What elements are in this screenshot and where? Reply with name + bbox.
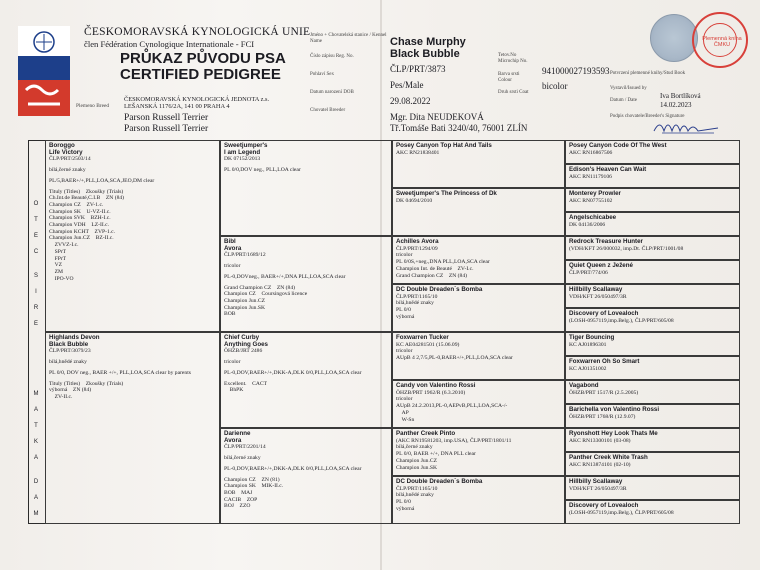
ancestor-detail: AKC RN21838401 [396, 149, 440, 156]
great-grandparent-cell [392, 140, 565, 188]
ancestor-name: Barichella von Valentino Rossi [569, 406, 660, 413]
ancestor-name: Vagabond [569, 382, 599, 389]
ancestor-name: Sweetjumper's [224, 142, 268, 149]
ancestor-name: Bibl [224, 238, 236, 245]
ancestor-detail: bílá,černé znaky [396, 444, 433, 451]
ancestor-name: Monterey Prowler [569, 190, 621, 197]
ancestor-detail: PL-0,DOV,BAER+/+,DKK-A,DLK 0/0,PLL,LOA,SCA clear [224, 369, 362, 376]
ancestor-detail: ČLP/PRT/774/06 [569, 269, 608, 276]
ancestor-detail: tricolor [396, 252, 413, 259]
ancestor-detail: AKC RN07755102 [569, 197, 613, 204]
grandparent-cell [220, 140, 392, 236]
ancestor-detail: VDH/KFT 26/050497/3R [569, 485, 627, 492]
ancestor-detail: Champion Jun.SK [224, 304, 266, 311]
ancestor-name: Tiger Bouncing [569, 334, 615, 341]
ancestor-detail: (AKC RN19581203, imp.USA), ČLP/PRT/1801/11 [396, 437, 512, 444]
ancestor-detail: bílá,černé znaky [224, 455, 261, 462]
ancestor-detail: bílá,hnědé znaky [49, 359, 87, 366]
ancestor-detail: tricolor [396, 348, 413, 355]
ancestor-detail: ČLP/PRT/1165/10 [396, 485, 438, 492]
gg-grandparent-cell [565, 212, 740, 236]
grandparent-cell [220, 332, 392, 428]
ancestor-detail: Champion Int. de Beauté ZV-I.c. [396, 265, 474, 272]
ancestor-detail: Black Bubble [49, 340, 89, 348]
gg-grandparent-cell [565, 428, 740, 452]
ancestor-detail: bílá,hnědé znaky [396, 492, 434, 499]
ancestor-name: Candy von Valentino Rossi [396, 382, 476, 389]
dam-cell [45, 332, 220, 524]
ancestor-name: Foxwarren Tucker [396, 334, 449, 341]
ancestor-detail: tricolor [224, 263, 241, 270]
ancestor-detail: Champion Jun.CZ [224, 297, 266, 304]
ancestor-detail: ČLP/PRT/1689/12 [224, 252, 266, 259]
ancestor-detail: IPO-VO [49, 275, 74, 282]
grandparent-cell [220, 236, 392, 332]
ancestor-detail: ZM [49, 268, 63, 275]
great-grandparent-cell [392, 332, 565, 380]
name-label: Jméno + Chovatelská stanice / Kennel Name [310, 33, 387, 44]
title-en: CERTIFIED PEDIGREE [120, 66, 281, 83]
ancestor-detail: AUpB 4 2,7/5,PL-0,BAER+/+,PLL,LOA,SCA clear [396, 355, 513, 362]
ancestor-detail: AKC RN11179106 [569, 173, 612, 180]
breed-en: Parson Russell Terrier [124, 124, 209, 134]
ancestor-detail: ZVVZ-I.c. [49, 242, 79, 249]
ancestor-detail: AUpB 24.2.2013,PL-0,AEPvB,PLL,LOA,SCA-/- [396, 403, 508, 410]
ancestor-name: Quiet Queen z Ježené [569, 262, 633, 269]
ancestor-name: Discovery of Lovealoch [569, 310, 639, 317]
ancestor-detail: Ch.Int.de Beauté,C.I.B ZN (84) [49, 195, 125, 202]
ancestor-detail: ČLP/PRT/2503/14 [49, 156, 91, 163]
ancestor-detail: SPrT [49, 248, 67, 255]
ancestor-detail: BhPK [224, 387, 244, 394]
ancestor-detail: výborná [396, 505, 415, 512]
ancestor-detail: AKC RN13874101 (02-10) [569, 461, 631, 468]
ancestor-detail: Life Victory [49, 148, 83, 156]
great-grandparent-cell [392, 380, 565, 428]
ancestor-detail: KC AJ01896301 [569, 341, 607, 348]
ancestor-detail: tricolor [396, 396, 413, 403]
ancestor-detail: Champion CZ ZV-1.c. [49, 201, 104, 208]
title-cz: PRŮKAZ PŮVODU PSA [120, 50, 286, 67]
ancestor-detail: (VDH/KFT 26/000032, imp.Dt. ČLP/PRT/1001/08 [569, 245, 684, 252]
issued-by: Iva Bortlíková [660, 92, 701, 100]
sex-label: Pohlaví Sex [310, 72, 335, 77]
sire-side-label: O T E C S I R E [33, 201, 39, 327]
ancestor-detail: Anything Goes [224, 340, 269, 348]
issue-date: 14.02.2023 [660, 101, 692, 109]
dob-label: Datum narození DOB [310, 90, 354, 95]
ancestor-detail: PL 0/0, BAER +/+, DNA PLL clear [396, 451, 476, 458]
colour-label: Barva srsti Colour [498, 72, 520, 83]
hologram-stamp-icon [650, 14, 698, 62]
ancestor-detail: I am Legend [224, 148, 261, 156]
ancestor-detail: ČLP/PRT/1294/09 [396, 245, 438, 252]
ancestor-detail: Champion CZ Coursingová licence [224, 291, 308, 298]
ancestor-detail: AP [396, 409, 409, 416]
breeder-address: Tř.Tomáše Bati 3240/40, 76001 ZLÍN [390, 123, 528, 133]
ancestor-detail: PL-0,DOV,BAER+/+,DKK-A,DLK 0/0,PLL,LOA,SCA clear [224, 465, 362, 472]
cmku-logo-icon [18, 26, 70, 116]
ancestor-name: Discovery of Lovealoch [569, 502, 639, 509]
gg-grandparent-cell [565, 476, 740, 500]
fci-membership: člen Fédération Cynologique Internationale - FCI [84, 39, 255, 49]
ancestor-detail: Avora [224, 244, 242, 252]
ancestor-detail: Champion Jun.CZ BZ-II.c. [49, 235, 114, 242]
gg-grandparent-cell [565, 332, 740, 356]
ancestor-detail: PL 0/0, DOV neg., BAER +/+, PLL,LOA,SCA clear by parents [49, 369, 191, 376]
ancestor-detail: Champion SK U-VZ-II.c. [49, 208, 111, 215]
ancestor-detail: výborná [396, 313, 415, 320]
signature-icon [652, 117, 722, 135]
great-grandparent-cell [392, 284, 565, 332]
grandparent-cell [220, 428, 392, 524]
jednota-address: LEŠANSKÁ 1176/2A, 141 00 PRAHA 4 [124, 103, 230, 110]
ancestor-detail: ÖHZB/JRT 2486 [224, 348, 263, 355]
ancestor-detail: FPrT [49, 255, 67, 262]
ancestor-detail: Champion VDH LZ-II.c. [49, 222, 110, 229]
ancestor-detail: DK 04136/2006 [569, 221, 606, 228]
ancestor-detail: Champion KCHT ZVP-1.c. [49, 228, 116, 235]
ancestor-detail: Avora [224, 436, 242, 444]
ancestor-detail: Champion CZ ZN (81) [224, 476, 280, 483]
dob: 29.08.2022 [390, 96, 431, 106]
ancestor-detail: PL 0/0 [396, 307, 411, 314]
reg-no: ČLP/PRT/3873 [390, 64, 446, 74]
ancestor-detail: ÖHZB/PRT 1962/R (6.3.2010) [396, 389, 466, 396]
gg-grandparent-cell [565, 284, 740, 308]
ancestor-detail: KC AE04281501 (15.06.09) [396, 341, 460, 348]
issued-label: Vystavil/Issued by [610, 86, 647, 91]
gg-grandparent-cell [565, 140, 740, 164]
ancestor-detail: Champion SVK BZH-I.c. [49, 215, 111, 222]
ancestor-detail: VZ [49, 262, 63, 269]
ancestor-detail: Tituly (Titles) Zkoušky (Trials) [49, 380, 124, 387]
sex: Pes/Male [390, 80, 424, 90]
ancestor-detail: BOB MAJ [224, 489, 253, 496]
ancestor-detail: PL 0/0S,+neg.,DNA PLL,LOA,SCA clear [396, 259, 490, 266]
date-label: Datum / Date [610, 98, 637, 103]
ancestor-detail: BOB [224, 311, 236, 318]
ancestor-detail: AKC RN16867506 [569, 149, 613, 156]
microchip: 941000027193593 [542, 66, 610, 76]
colour: bicolor [542, 81, 568, 91]
breeder-label: Chovatel Breeder [310, 108, 346, 113]
ancestor-detail: CACIB ZOP [224, 496, 258, 503]
ancestor-name: Foxwarren Oh So Smart [569, 358, 640, 365]
ancestor-detail: (LOSH-0957119,imp.Belg.), ČLP/PRT/605/08 [569, 317, 674, 324]
ancestor-detail: PL 0/0,DOV neg., PLL,LOA clear [224, 167, 301, 174]
gg-grandparent-cell [565, 236, 740, 260]
great-grandparent-cell [392, 476, 565, 524]
ancestor-detail: tricolor [224, 359, 241, 366]
breed-cz: Parson Russell Terrier [124, 113, 209, 123]
ancestor-name: Posey Canyon Code Of The West [569, 142, 667, 149]
ancestor-detail: (LOSH-0957119,imp.Belg.), ČLP/PRT/605/08 [569, 509, 674, 516]
ancestor-name: Sweetjumper's The Princess of Dk [396, 190, 497, 197]
ancestor-detail: ÖHZB/PRT 1517/R (2.5.2005) [569, 389, 639, 396]
ancestor-detail: Excellent. CACT [224, 380, 268, 387]
signature-label: Podpis chovatele/Breeder's Signature [610, 114, 685, 119]
ancestor-detail: Grand Champion CZ ZN (84) [224, 284, 295, 291]
jednota-name: ČESKOMORAVSKÁ KYNOLOGICKÁ JEDNOTA z.s. [124, 96, 270, 103]
great-grandparent-cell [392, 236, 565, 284]
ancestor-detail: Champion Jun.CZ [396, 457, 438, 464]
ancestor-detail: Champion Jun.SK [396, 464, 438, 471]
gg-grandparent-cell [565, 404, 740, 428]
ancestor-detail: AKC RN13300101 (03-08) [569, 437, 631, 444]
great-grandparent-cell [392, 428, 565, 476]
org-name: ČESKOMORAVSKÁ KYNOLOGICKÁ UNIE [84, 26, 311, 38]
ancestor-name: Edison's Heaven Can Wait [569, 166, 647, 173]
gg-grandparent-cell [565, 380, 740, 404]
gg-grandparent-cell [565, 308, 740, 332]
ancestor-detail: PL-0,DOVneg., BAER+/+,DNA PLL,LOA,SCA clear [224, 273, 346, 280]
ancestor-name: Darienne [224, 430, 251, 437]
ancestor-name: Chief Curby [224, 334, 260, 341]
gg-grandparent-cell [565, 452, 740, 476]
ancestor-detail: ČLP/PRT/3079/23 [49, 348, 91, 355]
gg-grandparent-cell [565, 356, 740, 380]
ancestor-detail: Grand Champion CZ ZN (84) [396, 272, 467, 279]
gg-grandparent-cell [565, 260, 740, 284]
ancestor-name: Posey Canyon Top Hat And Tails [396, 142, 492, 149]
breed-label: Plemeno Breed [76, 103, 110, 109]
gg-grandparent-cell [565, 188, 740, 212]
ancestor-detail: BOJ ZZO [224, 503, 251, 510]
ancestor-detail: DK 04694/2010 [396, 197, 433, 204]
ancestor-name: Highlands Devon [49, 334, 100, 341]
stud-book-label: Potvrzení plemenné knihy/Stud Book [610, 71, 686, 76]
microchip-label: Microchip No. [498, 59, 528, 64]
reg-label: Číslo zápisu Reg. No. [310, 54, 354, 59]
ancestor-name: DC Double Dreaden`s Bomba [396, 286, 483, 293]
ancestor-detail: PL/5,BAER+/+,PLL,LOA,SCA,JEO,DM clear [49, 177, 155, 184]
ancestor-detail: PL 0/0 [396, 499, 411, 506]
ancestor-detail: ČLP/PRT/2201/14 [224, 444, 266, 451]
ancestor-name: Redrock Treasure Hunter [569, 238, 643, 245]
ancestor-name: Panther Creek Pinto [396, 430, 456, 437]
ancestor-name: Hillbilly Scallaway [569, 286, 623, 293]
tattoo-label: Tetov.No [498, 53, 517, 58]
ancestor-detail: bílá,hnědé znaky [396, 300, 434, 307]
stud-book-seal-icon: Plemenná kniha ČMKU [692, 12, 748, 68]
breeder-name: Mgr. Dita NEUDEKOVÁ [390, 112, 484, 122]
dam-side-label: M A T K A D A M [33, 391, 39, 517]
great-grandparent-cell [392, 188, 565, 236]
ancestor-detail: VDH/KFT 26/050497/3R [569, 293, 627, 300]
ancestor-detail: Tituly (Titles) Zkoušky (Trials) [49, 188, 124, 195]
ancestor-name: Hillbilly Scallaway [569, 478, 623, 485]
ancestor-name: Angelschicabee [569, 214, 617, 221]
ancestor-detail: ÖHZB/PRT 1768/R (12.9.07) [569, 413, 636, 420]
dog-name-2: Black Bubble [390, 48, 460, 60]
ancestor-name: Ryonshott Hey Look Thats Me [569, 430, 658, 437]
dog-name-1: Chase Murphy [390, 36, 466, 48]
ancestor-name: Boroggo [49, 142, 75, 149]
ancestor-detail: Champion SK MIK-II.c. [224, 483, 284, 490]
sire-cell [45, 140, 220, 332]
ancestor-name: Achilles Avora [396, 238, 439, 245]
ancestor-name: Panther Creek White Trash [569, 454, 648, 461]
ancestor-detail: KC AJ01351002 [569, 365, 607, 372]
ancestor-name: DC Double Dreaden`s Bomba [396, 478, 483, 485]
ancestor-detail: W-Sn [396, 416, 415, 423]
gg-grandparent-cell [565, 500, 740, 524]
gg-grandparent-cell [565, 164, 740, 188]
ancestor-detail: bílá,černé znaky [49, 167, 86, 174]
ancestor-detail: ZV-II.c. [49, 393, 73, 400]
ancestor-detail: ČLP/PRT/1165/10 [396, 293, 438, 300]
ancestor-detail: DK 07152/2013 [224, 156, 261, 163]
ancestor-detail: výborná ZN (84) [49, 387, 92, 394]
coat-label: Druh srsti Coat [498, 90, 529, 95]
